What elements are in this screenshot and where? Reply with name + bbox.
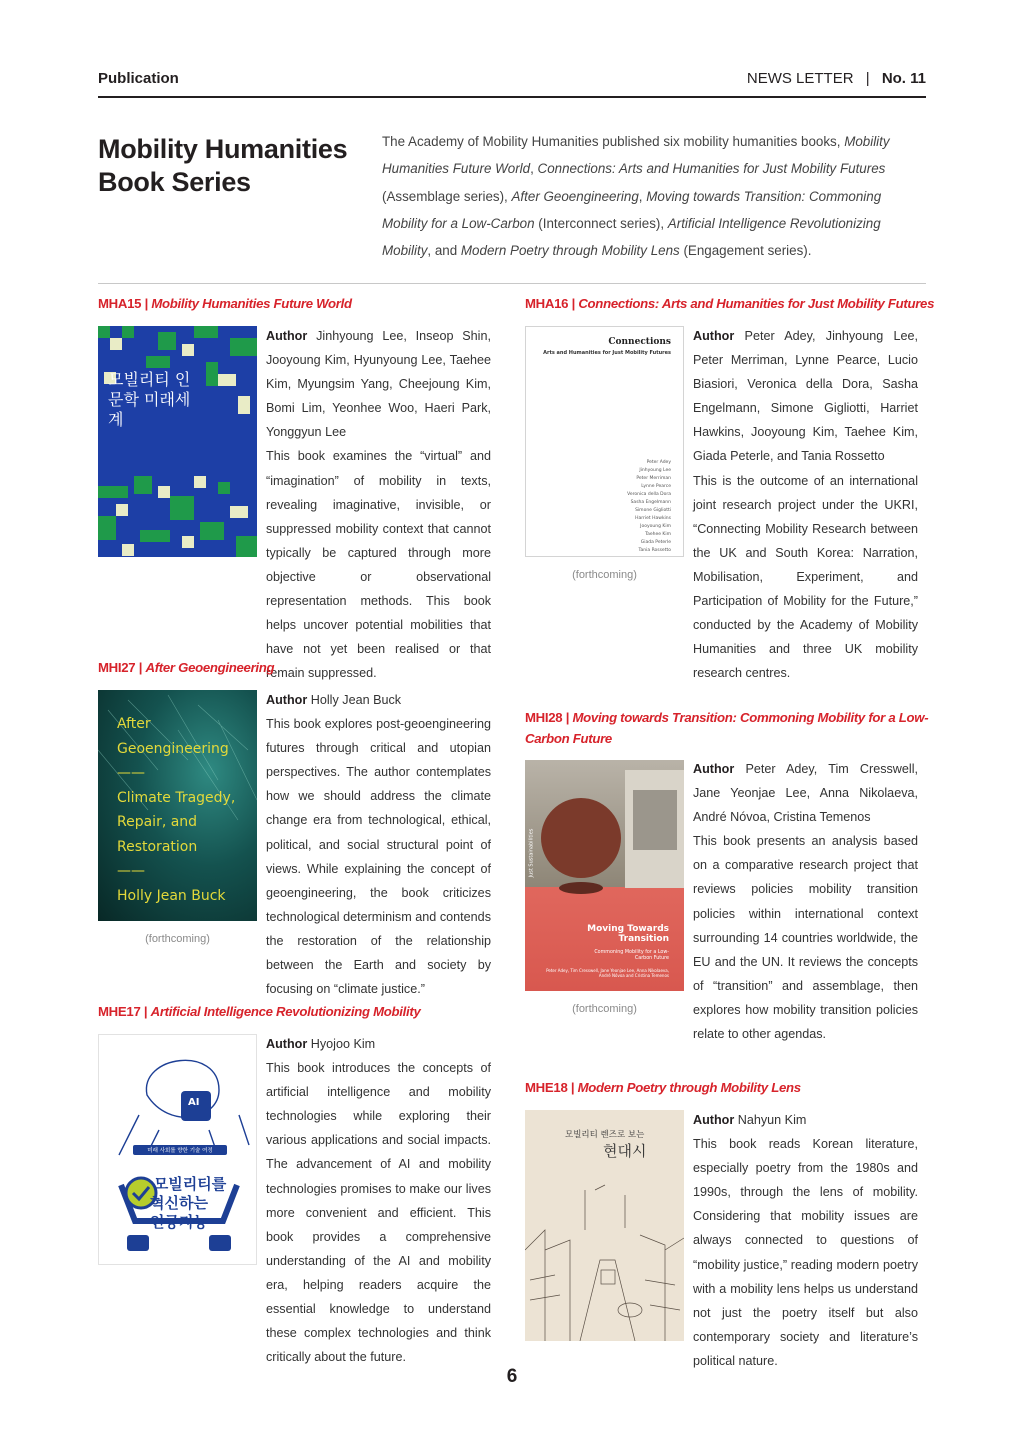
page-title: Mobility Humanities Book Series bbox=[98, 134, 348, 197]
book-desc-mha15: This book examines the “virtual” and “imagination” of mobility in texts, revealing imaginative, invisible, or suppressed mobility context that cannot typically be captured through more objective or observational representation methods. This book helps uncover potential mobilities that have not yet been realised or that remain suppressed. bbox=[266, 449, 491, 681]
issue-number: No. 11 bbox=[881, 70, 926, 87]
book-title-mhi28: MHI28 | Moving towards Transition: Commoning Mobility for a Low-Carbon Future bbox=[525, 710, 929, 746]
book-desc-mha16: This is the outcome of an international joint research project under the UKRI, “Connecting Mobility Research between the UK and South Korea: Narration, Mobilisation, Experiment, and Participation of Mobility for the Future,” conducted by the Academy of Mobility Humanities and three UK mobility research centres. bbox=[693, 473, 918, 681]
cover-chip-mhe17: AI bbox=[188, 1097, 200, 1108]
book-desc-mhi28: This book presents an analysis based on a comparative research project that reviews policies mobility transition policies within international context surrounding 14 countries worldwide, the EU and the UN. It reviews the concepts of “transition” and assemblage, then explores how mobility transition policies relate to other agendas. bbox=[693, 834, 918, 1042]
book-desc-mhe17: This book introduces the concepts of artificial intelligence and mobility technologies while exploring their various applications and social impacts. The advancement of AI and mobility technologies promises to make our lives more convenient and efficient. This book provides a comprehensive understanding of the AI and mobility era, helping readers acquire the essential knowledge to understand these complex technologies and think critically about the future. bbox=[266, 1061, 491, 1365]
book-text-mhe18: Author Nahyun Kim This book reads Korean literature, especially poetry from the 1980s and 1990s, through the lens of mobility. Considering that mobility issues are always connected to questions of “mobility justice,” reading modern poetry with a mobility lens helps us understand not just the poetry itself but also contemporary society and literature’s political nature. bbox=[693, 1113, 918, 1368]
book-title-mha16: MHA16 | Connections: Arts and Humanities for Just Mobility Futures bbox=[525, 296, 935, 311]
book-desc-mhi27: This book explores post-geoengineering futures through critical and utopian perspectives. The author contemplates how we should address the climate change era from technological, ethical, political, and social structural point of views. While explaining the concept of geoengineering, the book criticizes technological determinism and contends the restoration of the relationship between the Earth and society by focusing on “climate justice.” bbox=[266, 717, 491, 997]
cover-title-mha15: 모빌리티 인문학 미래세계 bbox=[108, 370, 191, 429]
header-section: Publication bbox=[98, 70, 179, 87]
header-separator: | bbox=[865, 70, 870, 87]
caption-mha16: (forthcoming) bbox=[572, 569, 637, 581]
caption-mhi27: (forthcoming) bbox=[145, 933, 210, 945]
book-desc-mhe18: This book reads Korean literature, especially poetry from the 1980s and 1990s, through the lens of mobility. Considering that mobility issues are always connected to questions of “mobility justice,” reading modern poetry with a mobility lens helps us understand not just the poetry itself but also contemporary society and literature’s political nature. bbox=[693, 1137, 918, 1368]
book-title-mha15: MHA15 | Mobility Humanities Future World bbox=[98, 296, 352, 311]
section-divider bbox=[98, 283, 926, 284]
book-text-mha15: Author Jinhyoung Lee, Inseop Shin, Jooyoung Kim, Hyunyoung Lee, Taehee Kim, Myungsim Yang, Cheejoung Kim, Bomi Lim, Yeonhee Woo, Haeri Park, Yonggyun Lee This book examines the “virtual” and “imagination” of mobility in texts, revealing imaginative, invisible, or suppressed mobility context that cannot typically be captured through more objective or observational representation methods. This book helps uncover potential mobilities that have not yet been realised or that remain suppressed. bbox=[266, 329, 491, 681]
page-number: 6 bbox=[506, 1366, 518, 1387]
cover-names-mha16: Peter Adey Jinhyoung Lee Peter Merriman Lynne Pearce Veronica della Dora Sasha Engelmann Simone Gigliotti Harriet Hawkins Jooyoung Kim Taehee Kim Giada Peterle Tania Rossetto bbox=[627, 460, 671, 553]
book-cover-mhi27 bbox=[98, 690, 257, 921]
book-cover-mha16 bbox=[525, 326, 684, 557]
cover-subtitle-mha16: Arts and Humanities for Just Mobility Futures bbox=[543, 350, 671, 356]
newsletter-label: NEWS LETTER bbox=[746, 70, 854, 87]
book-text-mhi27: Author Holly Jean Buck This book explores post-geoengineering futures through critical and utopian perspectives. The author contemplates how we should address the climate change era from technological, ethical, political, and social structural point of views. While explaining the concept of geoengineering, the book criticizes technological determinism and contends the restoration of the relationship between the Earth and society by focusing on “climate justice.” bbox=[266, 693, 491, 997]
header-newsletter bbox=[747, 70, 926, 87]
book-title-mhe17: MHE17 | Artificial Intelligence Revolutionizing Mobility bbox=[98, 1004, 421, 1019]
cover-title2-mhe18: 현대시 bbox=[603, 1142, 647, 1160]
book-text-mhe17: Author Hyojoo Kim This book introduces the concepts of artificial intelligence and mobility technologies while exploring their various applications and social impacts. The advancement of AI and mobility technologies promises to make our lives more convenient and efficient. This book provides a comprehensive understanding of the AI and mobility era, helping readers acquire the essential knowledge to understand these complex technologies and think critically about the future. bbox=[266, 1037, 491, 1365]
caption-mhi28: (forthcoming) bbox=[572, 1003, 637, 1015]
cover-title-mha16: Connections bbox=[608, 337, 671, 347]
intro-paragraph: The Academy of Mobility Humanities published six mobility humanities books, Mobility Humanities Future World, Connections: Arts and Humanities for Just Mobility Futures (Assemblage series), After Geoengineering, Moving towards Transition: Commoning Mobility for a Low-Carbon (Interconnect series), Artificial Intelligence Revolutionizing Mobility, and Modern Poetry through Mobility Lens (Engagement series). bbox=[382, 134, 890, 259]
book-text-mha16: Author Peter Adey, Jinhyoung Lee, Peter Merriman, Lynne Pearce, Lucio Biasiori, Veronica della Dora, Sasha Engelmann, Simone Gigliotti, Harriet Hawkins, Jooyoung Kim, Taehee Kim, Giada Peterle, and Tania Rossetto This is the outcome of an international joint research project under the UKRI, “Connecting Mobility Research between the UK and South Korea: Narration, Mobilisation, Experiment, and Participation of Mobility for the Future,” conducted by the Academy of Mobility Humanities and three UK mobility research centres. bbox=[693, 329, 918, 681]
book-cover-mhi28 bbox=[525, 760, 684, 991]
cover-sub-mhe17: 미래 사회를 향한 기술 여정 bbox=[133, 1145, 227, 1155]
book-title-mhi27: MHI27 | After Geoengineering bbox=[98, 660, 275, 675]
header-rule bbox=[98, 96, 926, 98]
book-cover-mhe17 bbox=[98, 1034, 257, 1265]
book-text-mhi28: Author Peter Adey, Tim Cresswell, Jane Yeonjae Lee, Anna Nikolaeva, André Nóvoa, Cristina Temenos This book presents an analysis based on a comparative research project that reviews policies mobility transition policies within international context surrounding 14 countries worldwide, the EU and the UN. It reviews the concepts of “transition” and assemblage, then explores how mobility transition policies relate to other agendas. bbox=[693, 762, 918, 1042]
cover-lines-mhi27: After Geoengineering —— Climate Tragedy, Repair, and Restoration —— Holly Jean Buck bbox=[117, 716, 236, 904]
cover-title1-mhe18: 모빌리티 렌즈로 보는 bbox=[565, 1130, 645, 1140]
cover-authors-mhi28: Peter Adey, Tim Cresswell, Jane Yeonjae Lee, Anna Nikolaeva, André Nóvoa and Cristina Temenos bbox=[546, 968, 669, 978]
book-cover-mha15 bbox=[98, 326, 257, 557]
cover-title-mhe17: 모빌리티를 혁신하는 인공지능 bbox=[150, 1175, 227, 1231]
cover-subtitle-mhi28: Commoning Mobility for a Low-Carbon Future bbox=[594, 950, 669, 961]
cover-spine-mhi28: Just Sustainabilities bbox=[528, 828, 535, 878]
cover-pattern-mha15 bbox=[98, 326, 257, 557]
book-cover-mhe18 bbox=[525, 1110, 684, 1341]
cover-title-mhi28: Moving Towards Transition bbox=[587, 924, 669, 944]
book-title-mhe18: MHE18 | Modern Poetry through Mobility Lens bbox=[525, 1080, 801, 1095]
